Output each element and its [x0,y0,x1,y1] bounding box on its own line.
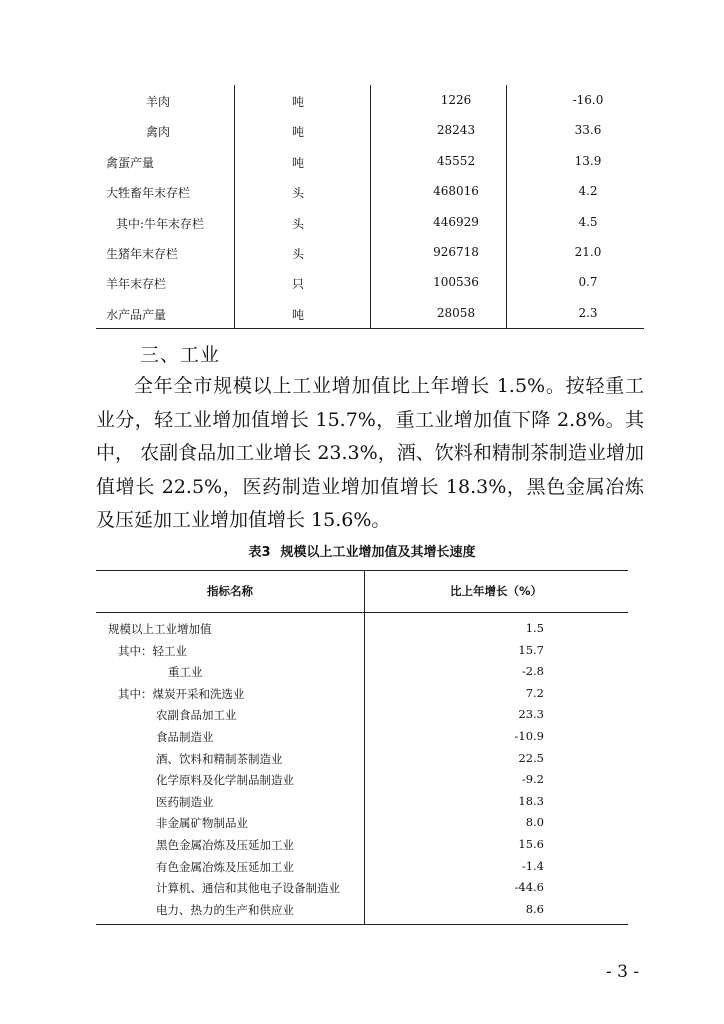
livestock-table [96,85,644,328]
row-growth: 21.0 [574,244,602,259]
table-row [96,791,628,813]
row-value: -44.6 [514,880,544,895]
row-value: 28243 [436,123,476,138]
row-unit: 吨 [292,125,305,140]
row-growth: 13.9 [574,153,602,168]
table-row [96,618,628,640]
row-name: 禽肉 [146,125,171,140]
row-value: 15.7 [518,642,544,657]
row-value: 8.6 [525,901,544,916]
row-value: 8.0 [525,815,544,830]
row-label: 化学原料及化学制品制造业 [156,773,294,788]
row-value: 23.3 [518,707,544,722]
table-row [96,176,644,206]
section-heading: 三、工业 [140,344,221,366]
row-unit: 只 [292,277,305,292]
row-label: 规模以上工业增加值 [108,622,212,636]
row-growth: 0.7 [578,275,598,290]
row-label: 其中：轻工业 [118,643,187,658]
table3-title-text: 规模以上工业增加值及其增长速度 [280,545,476,560]
row-growth: 4.5 [578,214,598,229]
table-row [96,640,628,662]
row-value: 1226 [440,93,472,107]
table-row [96,899,628,921]
table3-title [0,541,724,560]
row-value: -1.4 [521,858,544,873]
row-value: 100536 [433,275,479,290]
row-label: 电力、热力的生产和供应业 [156,902,294,917]
industry-growth-table [96,570,628,925]
table-row [96,877,628,899]
row-unit: 头 [292,246,305,261]
row-label: 酒、饮料和精制茶制造业 [156,751,283,766]
row-growth: 33.6 [574,123,602,138]
row-label: 其中：煤炭开采和洗选业 [118,686,245,701]
table3-number: 表3 [248,545,271,560]
table-bottom-rule [96,924,628,925]
row-label: 食品制造业 [156,729,214,744]
table-row [96,856,628,878]
row-name: 羊年末存栏 [106,277,167,292]
row-label: 有色金属冶炼及压延加工业 [156,859,294,874]
row-value: 15.6 [518,836,544,851]
row-name: 水产品产量 [106,307,167,322]
row-value: -2.8 [521,664,544,679]
row-name: 禽蛋产量 [106,155,155,170]
row-label: 计算机、通信和其他电子设备制造业 [156,881,340,896]
table3-body [96,618,628,920]
row-growth: 2.3 [578,305,598,320]
row-label: 非金属矿物制品业 [156,816,248,831]
table-row [96,704,628,726]
table-header-rule [96,612,628,613]
header-indicator-name: 指标名称 [207,584,253,598]
table-row [96,748,628,770]
row-label: 黑色金属冶炼及压延加工业 [156,837,294,852]
row-value: -10.9 [514,728,544,743]
table-row [96,683,628,705]
row-value: 1.5 [525,621,544,635]
table-row [96,85,644,115]
table-row [96,115,644,145]
row-value: -9.2 [521,772,544,787]
row-label: 农副食品加工业 [156,708,237,723]
table-row [96,834,628,856]
row-value: 468016 [433,184,479,199]
row-unit: 吨 [292,155,305,170]
industry-paragraph [96,370,644,538]
row-value: 22.5 [518,750,544,765]
table-row [96,237,644,267]
row-growth: -16.0 [572,93,604,107]
row-name: 大牲畜年末存栏 [106,186,191,201]
row-name: 生猪年末存栏 [106,246,179,261]
row-value: 28058 [436,305,476,320]
table-row [96,146,644,176]
paragraph-text: 全年全市规模以上工业增加值比上年增长 1.5%。按轻重工业分，轻工业增加值增长 15.7%，重工业增加值下降 2.8%。其中， 农副食品加工业增长 23.3%，酒、饮料和精制茶制造业增加值增长 22.5%，医药制造业增加值增长 18.3%，黑色金属冶炼及压延加工业增加值增长 15.6%。 [96,375,644,532]
row-value: 446929 [433,214,479,229]
row-unit: 吨 [292,95,305,109]
table-row [96,812,628,834]
table-row [96,298,644,328]
table-row [96,661,628,683]
table-top-rule [96,570,628,571]
row-name: 羊肉 [146,95,171,109]
row-unit: 头 [292,186,305,201]
row-value: 45552 [436,153,476,168]
row-value: 7.2 [525,685,544,700]
row-value: 18.3 [518,793,544,808]
row-label: 医药制造业 [156,794,214,809]
row-unit: 头 [292,216,305,231]
page-number: - 3 - [606,962,640,982]
table-row [96,207,644,237]
row-unit: 吨 [292,307,305,322]
row-value: 926718 [433,244,479,259]
header-growth: 比上年增长（%） [449,584,543,598]
table-bottom-rule [96,328,644,329]
table-row [96,267,644,297]
table-row [96,769,628,791]
row-label: 重工业 [168,665,203,680]
table-row [96,726,628,748]
row-name: 其中:牛年末存栏 [116,216,205,231]
row-growth: 4.2 [578,184,598,199]
